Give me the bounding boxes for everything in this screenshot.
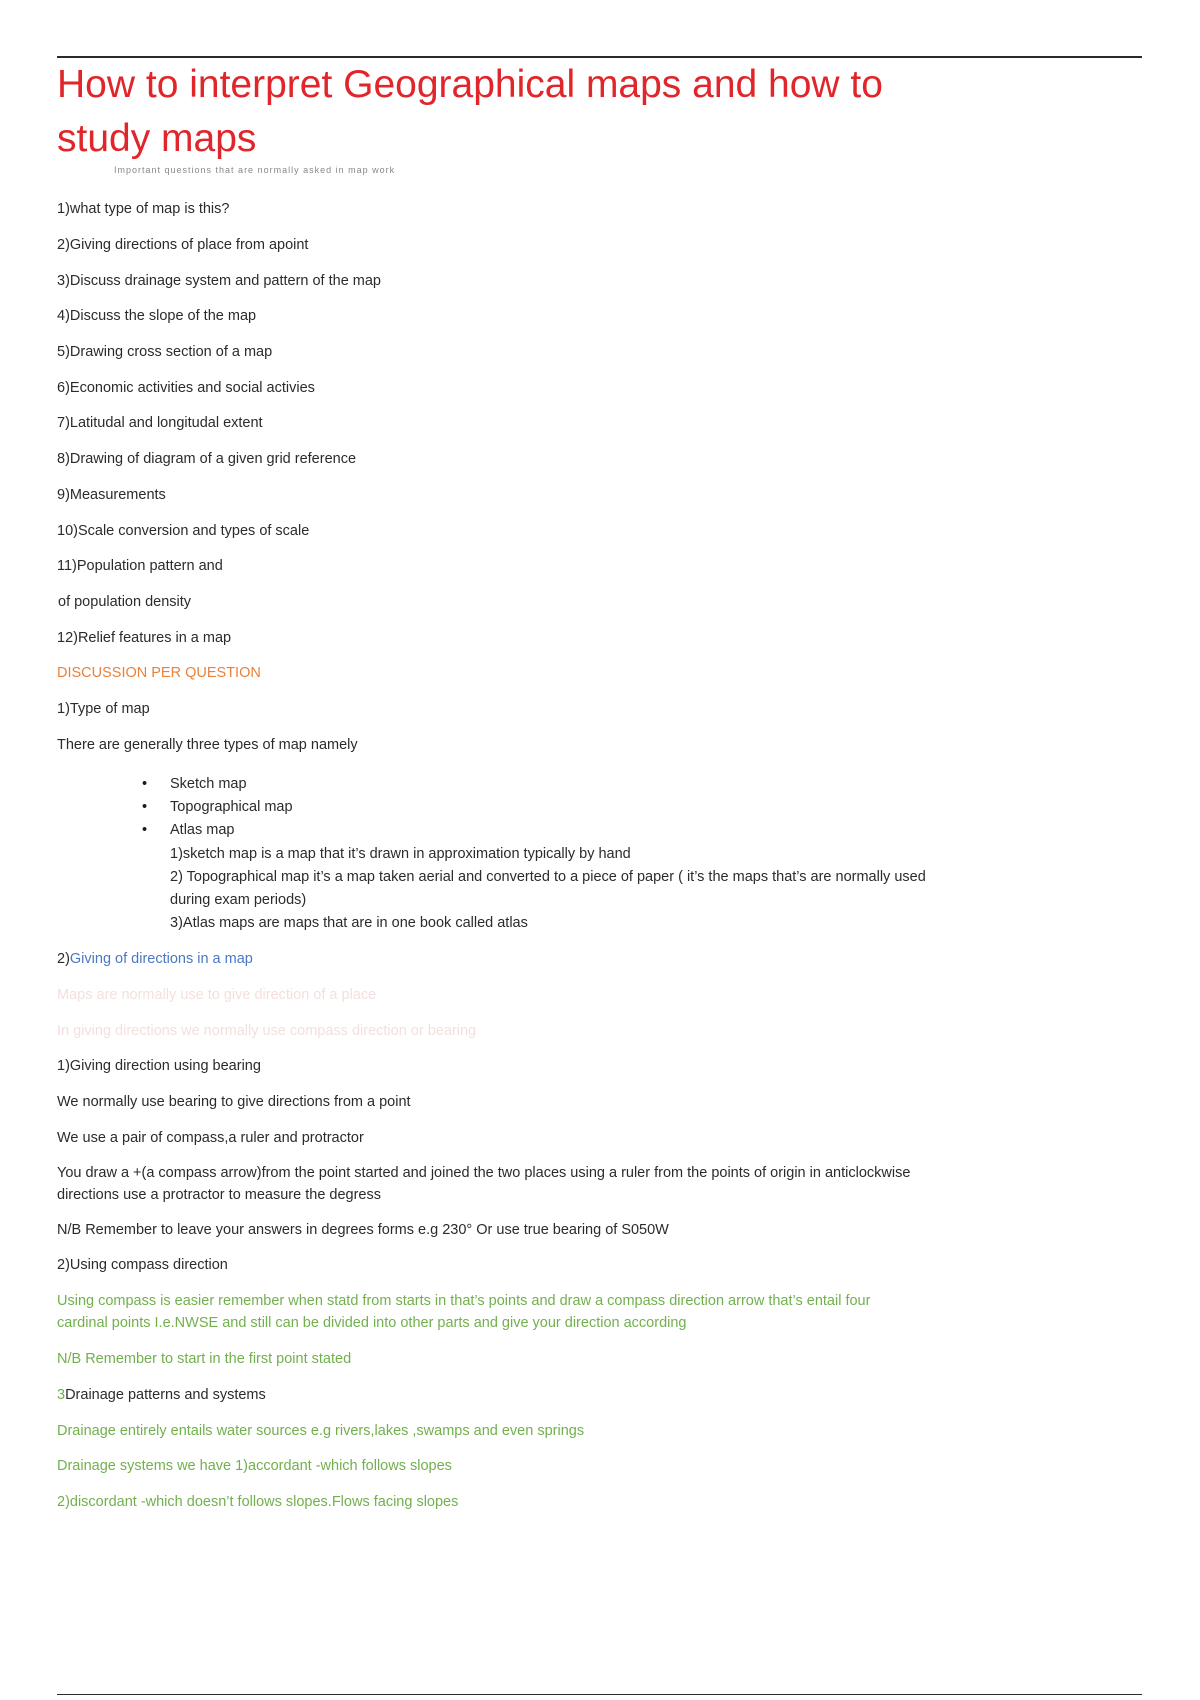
bearing-note: N/B Remember to leave your answers in degrees forms e.g 230° Or use true bearing of S050W (57, 1222, 669, 1238)
question-item: 1)what type of map is this? (57, 201, 230, 217)
list-item: • Atlas map (140, 819, 293, 842)
section-number: 2) (57, 951, 70, 967)
question-item: 3)Discuss drainage system and pattern of the map (57, 273, 381, 289)
subsection-heading-compass: 2)Using compass direction (57, 1257, 228, 1273)
drainage-text: Drainage entirely entails water sources e.g rivers,lakes ,swamps and even springs (57, 1423, 585, 1439)
page-title: How to interpret Geographical maps and how to study maps (57, 63, 883, 160)
question-item: 6)Economic activities and social activies (57, 380, 315, 396)
question-item: of population density (58, 594, 192, 610)
map-definition: 3)Atlas maps are maps that are in one book called atlas (170, 915, 528, 931)
subsection-heading-bearing: 1)Giving direction using bearing (57, 1058, 261, 1074)
drainage-text: Drainage systems we have 1)accordant -which follows slopes (57, 1458, 452, 1474)
question-item: 4)Discuss the slope of the map (57, 308, 257, 324)
faint-text-line: Maps are normally use to give direction of a place (57, 987, 377, 1003)
question-item: 10)Scale conversion and types of scale (57, 523, 310, 539)
list-item: • Topographical map (140, 796, 293, 819)
page-subtitle: Important questions that are normally asked in map work (114, 165, 396, 175)
section-heading-directions (57, 951, 253, 967)
compass-note: N/B Remember to start in the first point stated (57, 1351, 352, 1367)
compass-text: Using compass is easier remember when statd from starts in that’s points and draw a compass direction arrow that’s entail four cardinal points I.e.NWSE and still can be divided into other parts and give your direction according (57, 1293, 871, 1331)
section-heading-drainage (57, 1387, 266, 1403)
bearing-text: We normally use bearing to give directions from a point (57, 1094, 411, 1110)
question-item: 9)Measurements (57, 487, 166, 503)
question-item: 7)Latitudal and longitudal extent (57, 415, 263, 431)
drainage-text: 2)discordant -which doesn’t follows slopes.Flows facing slopes (57, 1494, 459, 1510)
map-types-list (140, 773, 293, 842)
map-definition: 1)sketch map is a map that it’s drawn in approximation typically by hand (170, 846, 631, 862)
list-item: • Sketch map (140, 773, 293, 796)
faint-text-line: In giving directions we normally use compass direction or bearing (57, 1023, 477, 1039)
bearing-text: You draw a +(a compass arrow)from the point started and joined the two places using a ruler from the points of origin in anticlockwise directions use a protractor to measure the degress (57, 1165, 911, 1203)
question-item: 8)Drawing of diagram of a given grid reference (57, 451, 357, 467)
discussion-heading: DISCUSSION PER QUESTION (57, 665, 261, 681)
bearing-text: We use a pair of compass,a ruler and protractor (57, 1130, 364, 1146)
question-item: 2)Giving directions of place from apoint (57, 237, 309, 253)
section-title: Drainage patterns and systems (65, 1387, 266, 1403)
section-title: Giving of directions in a map (69, 951, 253, 967)
map-definition: 2) Topographical map it’s a map taken aerial and converted to a piece of paper ( it’s the maps that’s are normally used during exam periods) (170, 869, 926, 908)
question-item: 12)Relief features in a map (57, 630, 232, 646)
question-item: 11)Population pattern and (57, 558, 223, 574)
bottom-rule (57, 1694, 1142, 1695)
section-number: 3 (57, 1387, 66, 1403)
map-types-intro: There are generally three types of map namely (57, 737, 358, 753)
question-item: 5)Drawing cross section of a map (57, 344, 273, 360)
section-heading-type-of-map: 1)Type of map (57, 701, 150, 717)
